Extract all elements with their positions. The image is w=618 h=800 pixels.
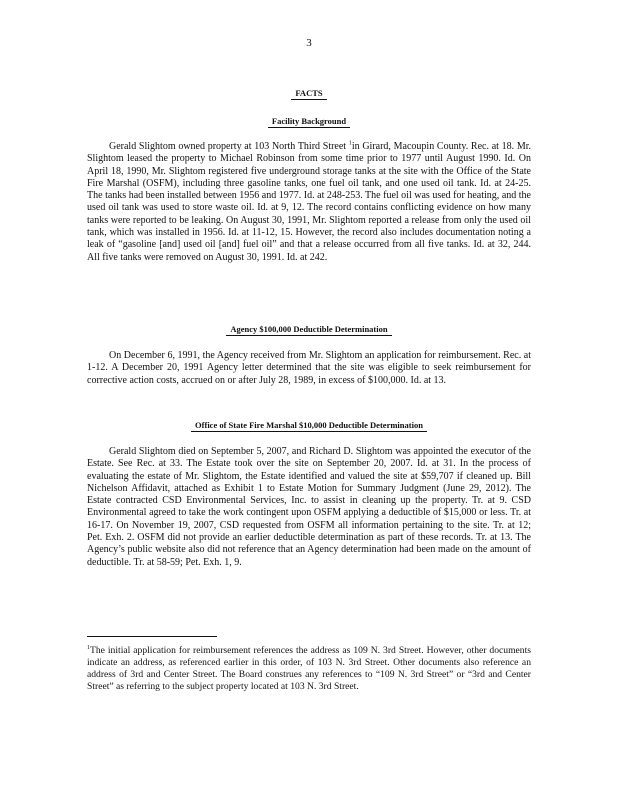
- osfm-deductible-heading-text: Office of State Fire Marshal $10,000 Deductible Determination: [191, 420, 427, 432]
- page-number: 3: [306, 37, 312, 49]
- facility-background-heading: [0, 116, 618, 126]
- facility-background-heading-text: Facility Background: [268, 116, 350, 128]
- facts-heading-text: FACTS: [291, 88, 326, 100]
- facility-background-paragraph: [87, 141, 531, 264]
- agency-deductible-heading-text: Agency $100,000 Deductible Determination: [226, 324, 391, 336]
- footnote: [87, 645, 531, 693]
- footnote-reference: 1: [348, 140, 352, 147]
- paragraph-text: Gerald Slightom owned property at 103 North Third Street: [109, 141, 347, 152]
- footnote-marker: 1: [87, 644, 90, 651]
- footnote-text: The initial application for reimbursement references the address as 109 N. 3rd Street. However, other documents indicate an address, as referenced earlier in this order, of 103 N. 3rd Street. Other documents also reference an address of 3rd and Center Street. The Board construes any references to “109 N. 3rd Street” or “3rd and Center Street” as referring to the subject property located at 103 N. 3rd Street.: [87, 645, 531, 693]
- osfm-deductible-heading: [0, 420, 618, 430]
- footnote-separator: [87, 636, 217, 637]
- agency-deductible-heading: [0, 324, 618, 334]
- agency-deductible-paragraph: On December 6, 1991, the Agency received from Mr. Slightom an application for reimbursement. Rec. at 1-12. A December 20, 1991 Agency letter determined that the site was eligible to seek reimbursement for corrective action costs, accrued on or after July 28, 1989, in excess of $100,000. Id. at 13.: [87, 350, 531, 386]
- paragraph-text: in Girard, Macoupin County. Rec. at 18. Mr. Slightom leased the property to Michael Robinson from some time prior to 1977 until August 1990. Id. On April 18, 1990, Mr. Slightom registered five underground storage tanks at the site with the Office of the State Fire Marshal (OSFM), including three gasoline tanks, one fuel oil tank, and one used oil tank. Id. at 24-25. The tanks had been installed between 1956 and 1977. Id. at 248-253. The fuel oil was used for heating, and the used oil tank was used to store waste oil. Id. at 9, 12. The record contains conflicting evidence on how many tanks were reported to be leaking. On August 30, 1991, Mr. Slightom reported a release from only the used oil tank, which was installed in 1956. Id. at 11-12, 15. However, the record also includes documentation noting a leak of “gasoline [and] used oil [and] fuel oil” and that a release occurred from all five tanks. Id. at 32, 244. All five tanks were removed on August 30, 1991. Id. at 242.: [87, 141, 532, 263]
- facts-heading: [0, 88, 618, 98]
- osfm-deductible-paragraph: Gerald Slightom died on September 5, 2007, and Richard D. Slightom was appointed the executor of the Estate. See Rec. at 33. The Estate took over the site on September 20, 2007. Id. at 31. In the process of evaluating the estate of Mr. Slightom, the Estate identified and valued the site at $59,707 if cleaned up. Bill Nichelson Affidavit, attached as Exhibit 1 to Estate Motion for Summary Judgment (June 29, 2012). The Estate contracted CSD Environmental Services, Inc. to assist in cleaning up the property. Tr. at 9. CSD Environmental agreed to take the work contingent upon OSFM applying a deductible of $15,000 or less. Tr. at 16-17. On November 19, 2007, CSD requested from OSFM all information pertaining to the site. Tr. at 12; Pet. Exh. 2. OSFM did not provide an earlier deductible determination as part of these records. Tr. at 13. The Agency’s public website also did not reference that an Agency determination had been made on the amount of deductible. Tr. at 58-59; Pet. Exh. 1, 9.: [87, 446, 531, 568]
